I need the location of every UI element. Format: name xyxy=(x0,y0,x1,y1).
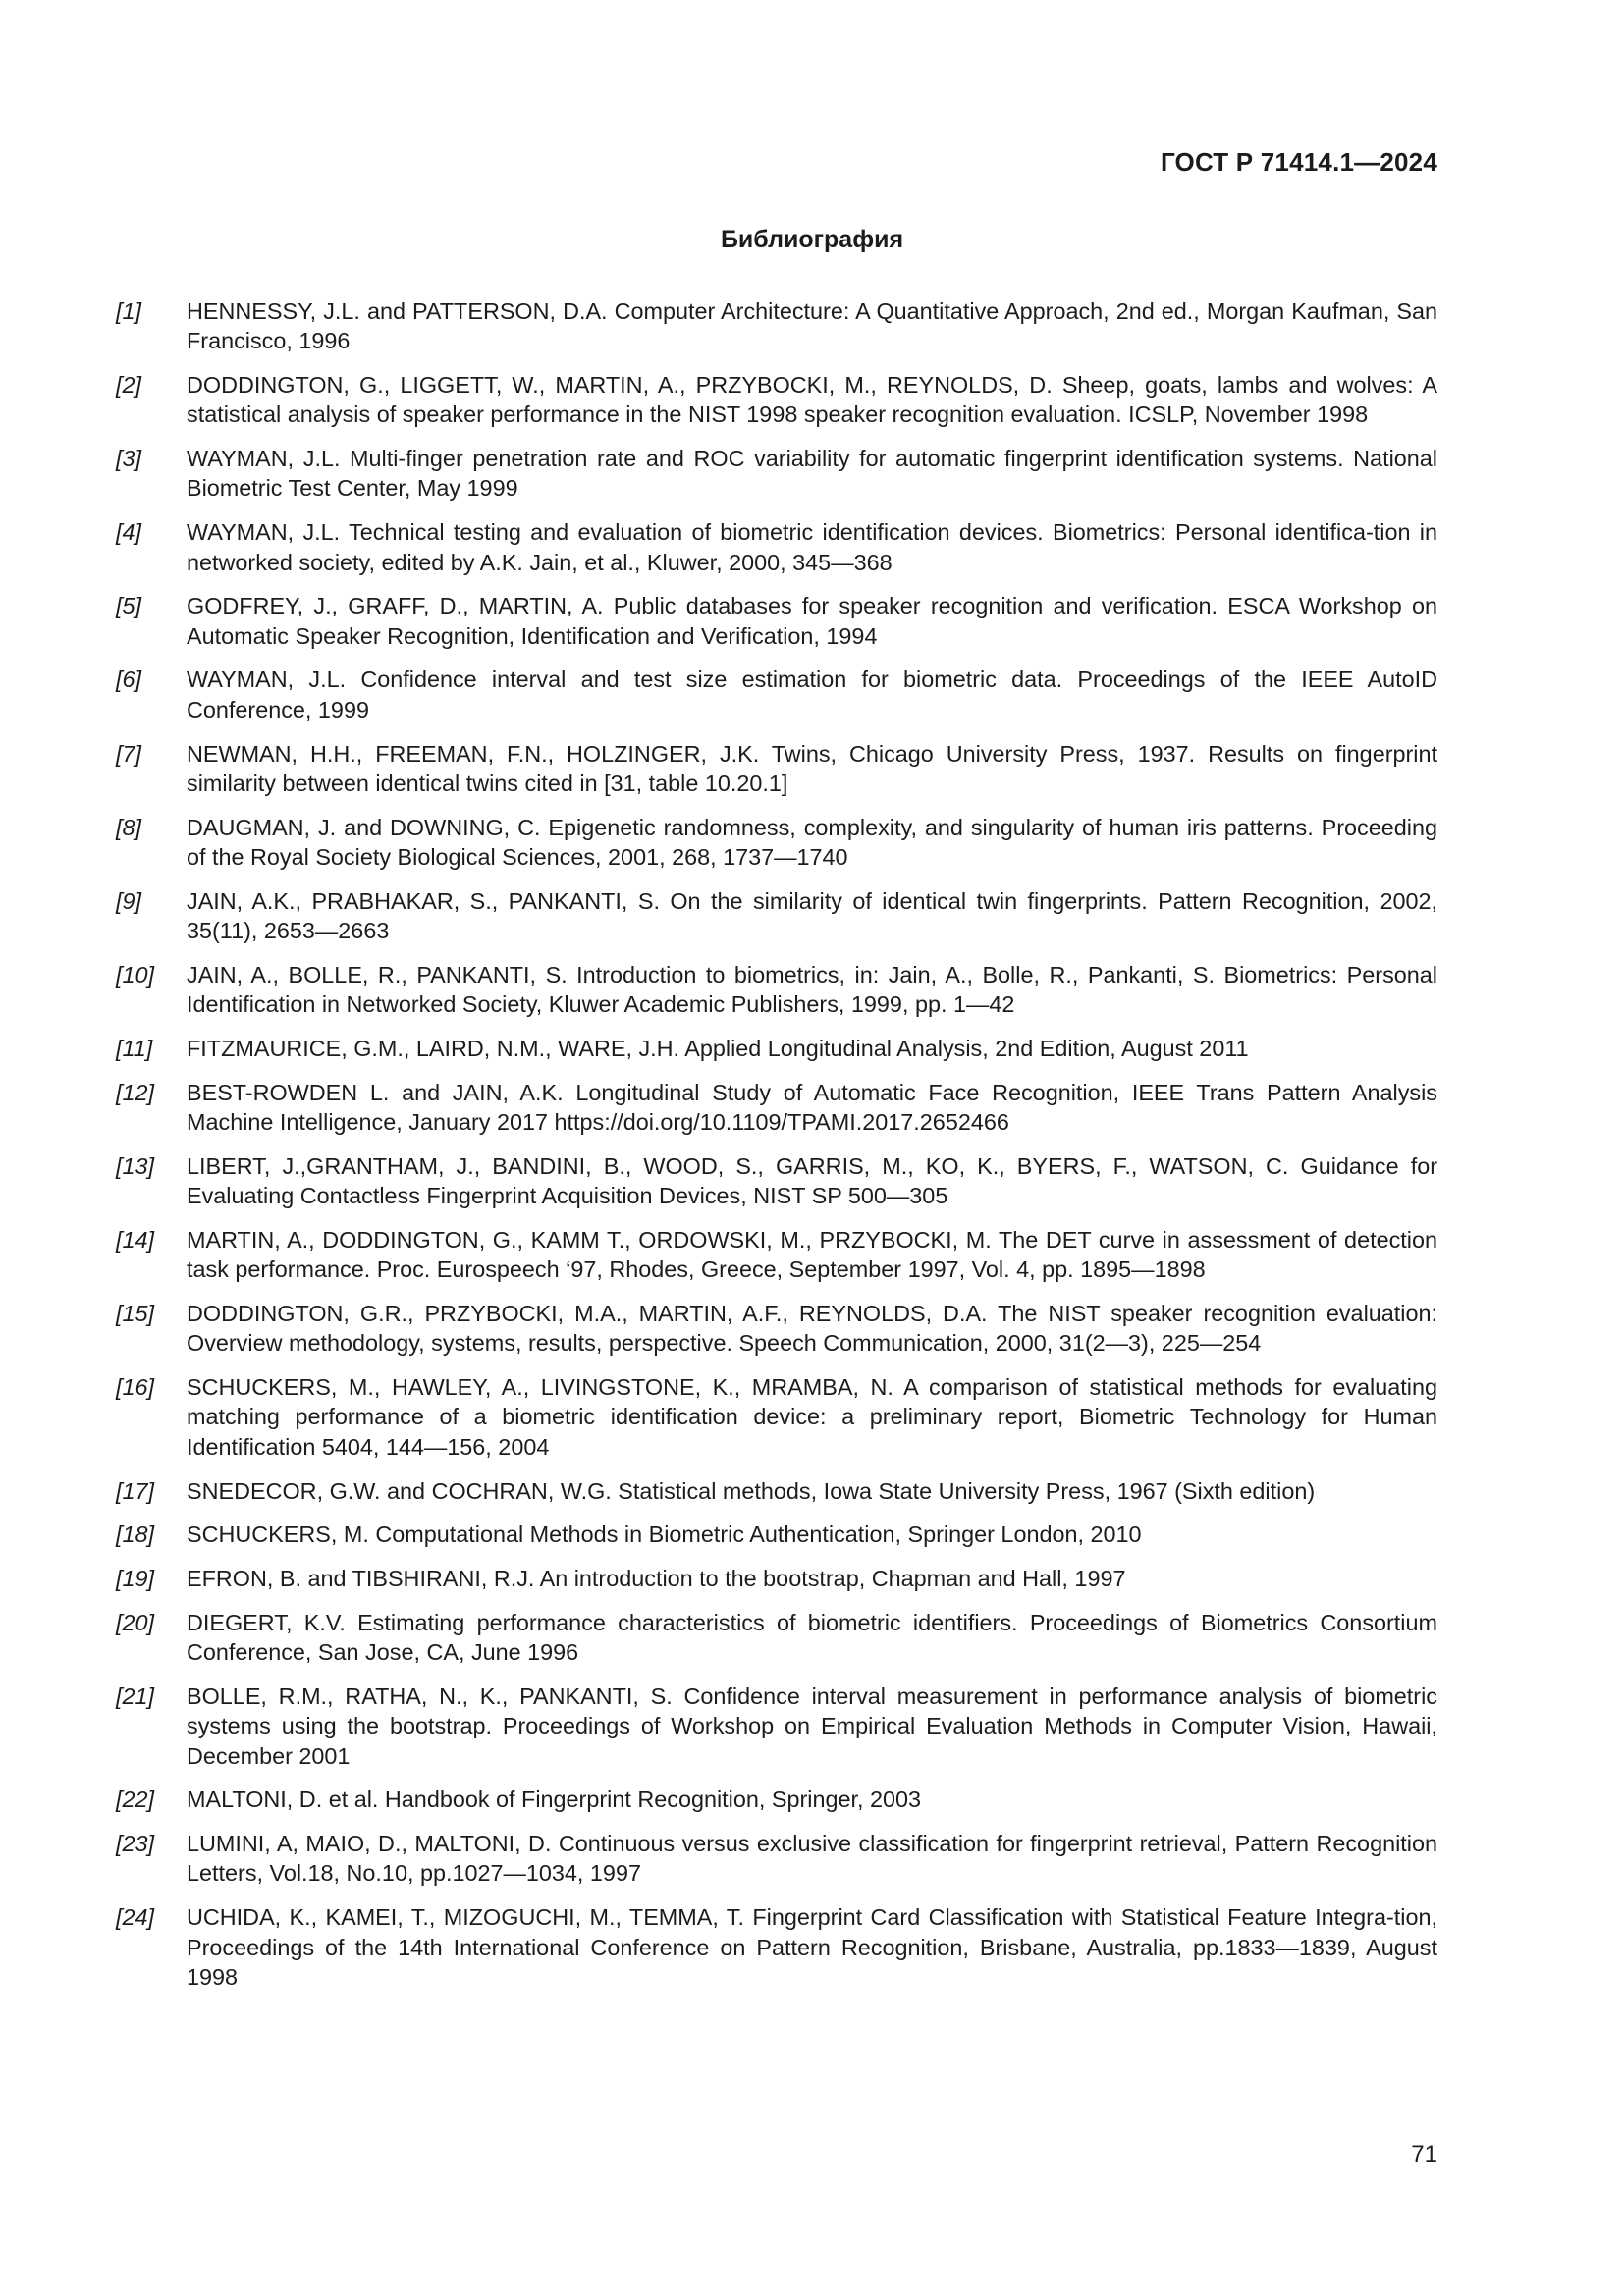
reference-text: SCHUCKERS, M. Computational Methods in Biometric Authentication, Springer London, 2010 xyxy=(187,1522,1142,1548)
reference-text: NEWMAN, H.H., FREEMAN, F.N., HOLZINGER, J.K. Twins, Chicago University Press, 1937. Results on fingerprint similarity between identical twins cited in [31, table 10.20.1] xyxy=(187,740,1437,796)
reference-text: BEST-ROWDEN L. and JAIN, A.K. Longitudinal Study of Automatic Face Recognition, IEEE Trans Pattern Analysis Machine Intelligence, January 2017 https://doi.org/10.1109/TPAMI.2017.2652466 xyxy=(187,1079,1437,1136)
reference-item xyxy=(116,1608,1437,1668)
reference-item xyxy=(116,517,1437,577)
reference-text: LUMINI, A, MAIO, D., MALTONI, D. Continuous versus exclusive classification for fingerprint retrieval, Pattern Recognition Letters, Vol.18, No.10, pp.1027—1034, 1997 xyxy=(187,1831,1437,1887)
standard-code: ГОСТ Р 71414.1—2024 xyxy=(1160,147,1437,177)
reference-item xyxy=(116,370,1437,430)
reference-item xyxy=(116,1151,1437,1211)
reference-item xyxy=(116,813,1437,873)
page-title: Библиография xyxy=(720,226,904,253)
reference-number: [2] xyxy=(116,372,142,399)
reference-number: [4] xyxy=(116,519,142,546)
reference-item xyxy=(116,665,1437,724)
reference-item xyxy=(116,1785,1437,1814)
reference-item xyxy=(116,1829,1437,1889)
reference-number: [3] xyxy=(116,446,142,472)
reference-number: [19] xyxy=(116,1566,155,1592)
reference-item xyxy=(116,1564,1437,1593)
reference-number: [16] xyxy=(116,1374,155,1401)
reference-text: FITZMAURICE, G.M., LAIRD, N.M., WARE, J.H. Applied Longitudinal Analysis, 2nd Edition, August 2011 xyxy=(187,1035,1249,1061)
reference-number: [8] xyxy=(116,814,142,840)
reference-number: [17] xyxy=(116,1477,155,1504)
reference-item xyxy=(116,1682,1437,1771)
reference-text: WAYMAN, J.L. Technical testing and evaluation of biometric identification devices. Biometrics: Personal identifica-tion in networked society, edited by A.K. Jain, et al., Kluwer, 2000, 345—368 xyxy=(187,519,1437,575)
reference-item xyxy=(116,1034,1437,1063)
reference-text: SCHUCKERS, M., HAWLEY, A., LIVINGSTONE, K., MRAMBA, N. A comparison of statistical methods for evaluating matching performance of a biometric identification device: a preliminary report, Biometric Technology for Human Identification 5404, 144—156, 2004 xyxy=(187,1374,1437,1460)
reference-item xyxy=(116,1078,1437,1138)
reference-text: WAYMAN, J.L. Multi-finger penetration rate and ROC variability for automatic fingerprint identification systems. National Biometric Test Center, May 1999 xyxy=(187,446,1437,502)
reference-number: [20] xyxy=(116,1609,155,1635)
reference-text: DODDINGTON, G., LIGGETT, W., MARTIN, A., PRZYBOCKI, M., REYNOLDS, D. Sheep, goats, lambs and wolves: A statistical analysis of speaker performance in the NIST 1998 speaker recognition evaluation. ICSLP, November 1998 xyxy=(187,372,1437,428)
reference-number: [22] xyxy=(116,1787,155,1813)
reference-number: [13] xyxy=(116,1152,155,1179)
reference-text: WAYMAN, J.L. Confidence interval and test size estimation for biometric data. Proceedings of the IEEE AutoID Conference, 1999 xyxy=(187,667,1437,722)
reference-text: SNEDECOR, G.W. and COCHRAN, W.G. Statistical methods, Iowa State University Press, 1967 (Sixth edition) xyxy=(187,1477,1316,1504)
reference-number: [12] xyxy=(116,1079,155,1105)
reference-text: HENNESSY, J.L. and PATTERSON, D.A. Computer Architecture: A Quantitative Approach, 2nd ed., Morgan Kaufman, San Francisco, 1996 xyxy=(187,298,1437,354)
reference-text: GODFREY, J., GRAFF, D., MARTIN, A. Public databases for speaker recognition and verification. ESCA Workshop on Automatic Speaker Recognition, Identification and Verification, 1994 xyxy=(187,593,1437,649)
reference-number: [9] xyxy=(116,887,142,914)
reference-item xyxy=(116,444,1437,504)
reference-number: [18] xyxy=(116,1522,155,1548)
reference-item xyxy=(116,1520,1437,1549)
reference-item xyxy=(116,1372,1437,1462)
reference-number: [11] xyxy=(116,1035,153,1061)
reference-text: MALTONI, D. et al. Handbook of Fingerprint Recognition, Springer, 2003 xyxy=(187,1787,922,1813)
reference-item xyxy=(116,1225,1437,1285)
reference-text: LIBERT, J.,GRANTHAM, J., BANDINI, B., WOOD, S., GARRIS, M., KO, K., BYERS, F., WATSON, C. Guidance for Evaluating Contactless Fingerprint Acquisition Devices, NIST SP 500—305 xyxy=(187,1152,1437,1209)
bibliography-list xyxy=(116,296,1437,2006)
reference-number: [1] xyxy=(116,298,142,324)
reference-text: DAUGMAN, J. and DOWNING, C. Epigenetic randomness, complexity, and singularity of human iris patterns. Proceeding of the Royal Society Biological Sciences, 2001, 268, 1737—1740 xyxy=(187,814,1437,870)
reference-text: MARTIN, A., DODDINGTON, G., KAMM T., ORDOWSKI, M., PRZYBOCKI, M. The DET curve in assessment of detection task performance. Proc. Eurospeech ‘97, Rhodes, Greece, September 1997, Vol. 4, pp. 1895—1898 xyxy=(187,1226,1437,1283)
reference-item xyxy=(116,1476,1437,1506)
reference-item xyxy=(116,886,1437,946)
reference-text: EFRON, B. and TIBSHIRANI, R.J. An introduction to the bootstrap, Chapman and Hall, 1997 xyxy=(187,1566,1126,1592)
reference-number: [24] xyxy=(116,1904,155,1931)
reference-text: UCHIDA, K., KAMEI, T., MIZOGUCHI, M., TEMMA, T. Fingerprint Card Classification with Statistical Feature Integra-tion, Proceedings of the 14th International Conference on Pattern Recognition, Brisbane, Australia, pp.1833—1839, August 1998 xyxy=(187,1904,1437,1990)
reference-number: [6] xyxy=(116,667,142,693)
reference-number: [7] xyxy=(116,740,142,767)
reference-item xyxy=(116,739,1437,799)
reference-number: [23] xyxy=(116,1831,155,1857)
reference-text: DODDINGTON, G.R., PRZYBOCKI, M.A., MARTIN, A.F., REYNOLDS, D.A. The NIST speaker recognition evaluation: Overview methodology, systems, results, perspective. Speech Communication, 2000, 31(2—3), 225—254 xyxy=(187,1301,1437,1357)
reference-number: [15] xyxy=(116,1301,155,1327)
reference-item xyxy=(116,960,1437,1020)
reference-item xyxy=(116,1902,1437,1992)
reference-item xyxy=(116,296,1437,356)
page-number: 71 xyxy=(1411,2141,1437,2167)
reference-text: JAIN, A., BOLLE, R., PANKANTI, S. Introduction to biometrics, in: Jain, A., Bolle, R., Pankanti, S. Biometrics: Personal Identification in Networked Society, Kluwer Academic Publishers, 1999, pp. 1—42 xyxy=(187,961,1437,1018)
reference-text: DIEGERT, K.V. Estimating performance characteristics of biometric identifiers. Proceedings of Biometrics Consortium Conference, San Jose, CA, June 1996 xyxy=(187,1609,1437,1666)
reference-number: [21] xyxy=(116,1682,155,1709)
reference-number: [14] xyxy=(116,1226,155,1253)
reference-item xyxy=(116,591,1437,651)
reference-number: [10] xyxy=(116,961,155,988)
reference-text: JAIN, A.K., PRABHAKAR, S., PANKANTI, S. On the similarity of identical twin fingerprints. Pattern Recognition, 2002, 35(11), 2653—2663 xyxy=(187,887,1437,944)
reference-number: [5] xyxy=(116,593,142,619)
reference-item xyxy=(116,1299,1437,1359)
reference-text: BOLLE, R.M., RATHA, N., K., PANKANTI, S. Confidence interval measurement in performance analysis of biometric systems using the bootstrap. Proceedings of Workshop on Empirical Evaluation Methods in Computer Vision, Hawaii, December 2001 xyxy=(187,1682,1437,1769)
